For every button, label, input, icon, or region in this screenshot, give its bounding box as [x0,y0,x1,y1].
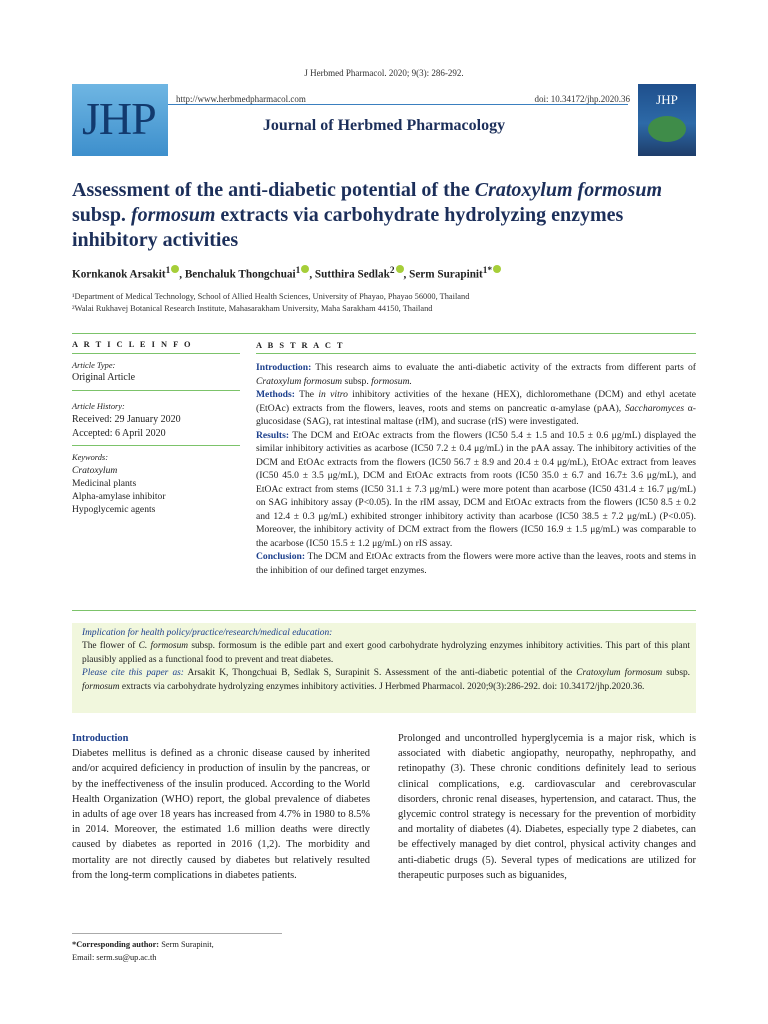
implication-label: Implication for health policy/practice/research/medical education: [82,628,333,638]
corresponding-author: *Corresponding author: Serm Surapinit, Email: serm.su@up.ac.th [72,940,214,962]
cite-label: Please cite this paper as: [82,668,184,679]
divider [72,610,696,611]
affiliation-1: ¹Department of Medical Technology, School of Allied Health Sciences, University of Phayao, Phayao 56000, Thailand [72,292,470,301]
cover-leaf-icon [648,116,686,142]
author-name: Serm Surapinit [409,268,483,281]
abstract-heading: A B S T R A C T [256,341,345,350]
cover-title: JHP [656,92,678,107]
keywords-label: Keywords: [72,453,108,462]
doi-link[interactable]: doi: 10.34172/jhp.2020.36 [534,94,630,104]
journal-name: Journal of Herbmed Pharmacology [262,117,506,134]
divider [72,353,240,354]
article-history-label: Article History: [72,402,125,411]
body-paragraph: Diabetes mellitus is defined as a chronic disease caused by inherited and/or acquired deficiency in production of insulin by the pancreas, or by the ineffectiveness of the insulin produced. According to the World Health Organization (WHO) report, the global prevalence of diabetes in adults of age over 18 years has increased from 4.7% in 1980 to 8.5% in 2014. Moreover, the estimated 1.6 million deaths were directly caused by diabetes as reported in 2016 (1,2). The morbidity and mortality are not directly caused by diabetes but relatively resulted from the long-term complications in diabetes patients. [72,748,370,881]
abstract-introduction: Introduction: This research aims to evaluate the anti-diabetic activity of the extracts from different parts of Cratoxylum formosum subsp. formosum. [256,362,696,387]
orcid-icon[interactable] [171,265,179,273]
paper-title: Assessment of the anti-diabetic potential of the Cratoxylum formosum subsp. formosum extracts via carbohydrate hydrolyzing enzymes inhibitory activities [72,179,663,251]
divider [256,353,696,354]
article-info-heading: A R T I C L E I N F O [72,340,193,349]
divider [72,445,240,446]
body-column-right [398,731,696,883]
journal-header [72,84,696,156]
author-name: Sutthira Sedlak [314,268,390,281]
author-list: Kornkanok Arsakit$^1$ , Benchaluk Thongchuai$^1$ , Sutthira Sedlak$^2$ , Serm Surapinit$^{1*}$ [72,265,712,281]
author-name: Benchaluk Thongchuai [184,268,296,281]
keyword: Cratoxylum [72,465,118,476]
journal-url-link[interactable]: http://www.herbmedpharmacol.com [176,94,306,104]
body-paragraph: Prolonged and uncontrolled hyperglycemia is a major risk, which is associated with diabetic angiopathy, neuropathy, nephropathy, and retinopathy (3). These chronic conditions definitely lead to serious clinical complications, e.g. cardiovascular and cerebrovascular disorders, chronic renal diseases, hypertension, and cataract. Thus, the glycemic control strategy is necessary for the prevention of morbidity and mortality of diabetes (4). Diabetes, especially type 2 diabetes, can be effectively managed by diet control, physical activity changes and anti-diabetic drugs (5). Several types of medications are utilized for therapeutic purposes such as biguanides, [398,733,696,881]
accepted-date: Accepted: 6 April 2020 [72,428,166,439]
keyword: Hypoglycemic agents [72,504,156,515]
journal-cover-image [638,84,696,156]
footnote-divider [72,933,282,934]
divider [72,333,696,334]
journal-citation: J Herbmed Pharmacol. 2020; 9(3): 286-292. [304,68,464,78]
implication-text: Implication for health policy/practice/research/medical education: The flower of C. formosum subsp. formosum is the edible part and exert good carbohydrate hydrolyzing enzymes inhibitory activities. This part of this plant plausibly applied as a functional food to prevent and treat diabetes. Please cite this paper as: Arsakit K, Thongchuai B, Sedlak S, Surapinit S. Assessment of the anti-diabetic potential of the Cratoxylum formosum subsp. formosum extracts via carbohydrate hydrolyzing enzymes inhibitory activities. J Herbmed Pharmacol. 2020;9(3):286-292. doi: 10.34172/jhp.2020.36. [82,628,691,692]
introduction-heading: Introduction [72,733,129,744]
received-date: Received: 29 January 2020 [72,414,181,425]
affiliation-2: ²Walai Rukhavej Botanical Research Institute, Mahasarakham University, Maha Sarakham 44150, Thailand [72,304,433,313]
abstract-results: Results: The DCM and EtOAc extracts from the flowers (IC50 5.4 ± 1.5 and 10.5 ± 0.6 μg/mL) displayed the similar inhibitory activities as acarbose (IC50 7.2 ± 0.4 μg/mL) in the pAA assay. The inhibitory activities of the DCM and EtOAc extracts from the flowers (IC50 56.7 ± 8.9 and 20.4 ± 0.4 μg/mL), EtOAc extract from leaves (IC50 45.0 ± 3.5 μg/mL), DCM and EtOAc extracts from roots (IC50 35.0 ± 6.7 and 16.7± 3.6 μg/mL), and EtOAc extract from stems (IC50 31.1 ± 7.3 μg/mL) were more potent than acarbose (IC50 431.4 ± 16.7 μg/mL) on SAG inhibitory assay (P<0.05). In the rIM assay, DCM and EtOAc extracts from the flowers (IC50 8.5 ± 0.2 and 12.4 ± 0.3 μg/mL) exhibited stronger inhibitory activity than acarbose (IC50 38.5 ± 7.2 μg/mL) (P<0.05). Moreover, the inhibitory activity of DCM extract from the flowers (IC50 16.9 ± 1.5 μg/mL) was comparable to the acarbose (IC50 15.5 ± 1.2 μg/mL) on rIS assay. [256,429,696,549]
body-column-left [72,731,370,883]
article-type-value: Original Article [72,372,136,383]
logo-text: JHP [82,93,156,144]
orcid-icon[interactable] [493,265,501,273]
keyword: Alpha-amylase inhibitor [72,491,166,502]
orcid-icon[interactable] [301,265,309,273]
header-divider [168,104,628,105]
abstract-body [256,361,696,577]
author-email[interactable]: Email: serm.su@up.ac.th [72,953,157,962]
orcid-icon[interactable] [396,265,404,273]
abstract-conclusion: Conclusion: The DCM and EtOAc extracts from the flowers were more active than the leaves, roots and stems in the inhibition of our defined target enzymes. [256,551,696,576]
divider [72,390,240,391]
abstract-methods: Methods: The in vitro inhibitory activities of the hexane (HEX), dichloromethane (DCM) and ethyl acetate (EtOAc) extracts from the flowers, leaves, roots and stems on pancreatic α-amylase (pAA), Saccharomyces α-glucosidase (SAG), rat intestinal maltase (rIM), and sucrase (rIS) were investigated. [256,389,697,427]
article-type-label: Article Type: [72,361,116,370]
author-name: Kornkanok Arsakit [72,268,166,281]
keyword: Medicinal plants [72,478,137,489]
